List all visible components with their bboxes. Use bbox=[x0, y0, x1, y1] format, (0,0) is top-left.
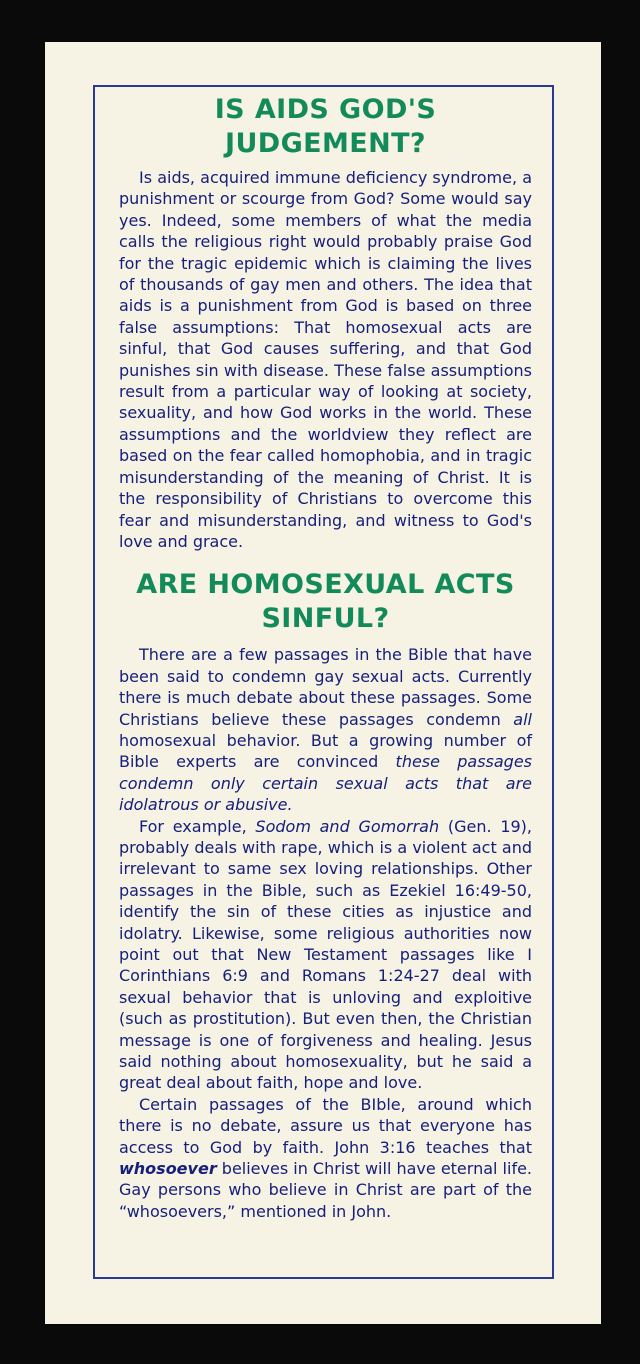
text-run: There are a few passages in the Bible that have been said to condemn gay sexual acts. Currently there is much debate about these passages. Some Christians believe these passages condemn bbox=[119, 645, 532, 729]
text-run: homosexual behavior. But a growing number of Bible experts are convinced bbox=[119, 730, 532, 772]
paragraph bbox=[119, 1094, 532, 1222]
text-run: believes in Christ will have eternal life. Gay persons who believe in Christ are part of the “whosoevers,” mentioned in John. bbox=[119, 1159, 532, 1221]
heading-line: IS AIDS GOD'S bbox=[214, 94, 437, 125]
section-heading-homosexual-acts bbox=[119, 568, 532, 636]
section-heading-aids-judgement bbox=[119, 93, 532, 161]
emphasis-passage: these passages condemn only certain sexual acts that are idolatrous or abusive. bbox=[119, 752, 533, 815]
heading-line: ARE HOMOSEXUAL ACTS bbox=[136, 569, 515, 601]
text-run: (Gen. 19), probably deals with rape, which is a violent act and irrelevant to same sex loving relationships. Other passages in the Bible, such as Ezekiel 16:49-50, identify the sin of these cities as injustice and idolatry. Likewise, some religious authorities now point out that New Testament passages like I Corinthians 6:9 and Romans 1:24-27 deal with sexual behavior that is unloving and exploitive (such as prostitution). But even then, the Christian message is one of forgiveness and healing. Jesus said nothing about homosexuality, but he said a great deal about faith, hope and love. bbox=[119, 816, 533, 1093]
text-run: For example, bbox=[139, 816, 256, 836]
paragraph: Is aids, acquired immune deficiency syndrome, a punishment or scourge from God? Some would say yes. Indeed, some members of what the media calls the religious right would probably praise God for the tragic epidemic which is claiming the lives of thousands of gay men and others. The idea that aids is a punishment from God is based on three false assumptions: That homosexual acts are sinful, that God causes suffering, and that God punishes sin with disease. These false assumptions result from a particular way of looking at society, sexuality, and how God works in the world. These assumptions and the worldview they reflect are based on the fear called homophobia, and in tragic misunderstanding of the meaning of Christ. It is the responsibility of Christians to overcome this fear and misunderstanding, and witness to God's love and grace. bbox=[119, 168, 532, 551]
emphasis-all: all bbox=[513, 709, 532, 729]
heading-line: SINFUL? bbox=[261, 603, 390, 635]
emphasis-sodom-gomorrah: Sodom and Gomorrah bbox=[255, 816, 440, 836]
heading-line: JUDGEMENT? bbox=[225, 128, 426, 159]
paragraph bbox=[119, 816, 532, 1094]
text-run: Certain passages of the BIble, around which there is no debate, assure us that everyone has access to God by faith. John 3:16 teaches that bbox=[119, 1094, 532, 1157]
pamphlet-page bbox=[45, 42, 601, 1324]
section-body-aids-judgement bbox=[119, 167, 532, 552]
section-body-homosexual-acts bbox=[119, 644, 532, 1222]
emphasis-whosoever: whosoever bbox=[119, 1159, 217, 1179]
content-border bbox=[93, 85, 554, 1279]
paragraph bbox=[119, 644, 532, 815]
